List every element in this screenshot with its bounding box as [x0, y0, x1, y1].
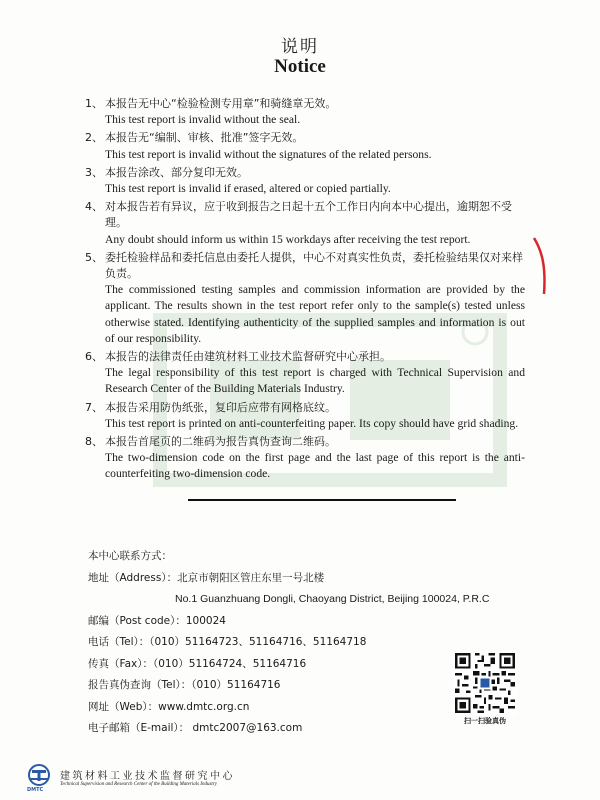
contact-block — [88, 546, 488, 740]
dmtc-logo-icon — [26, 764, 52, 786]
item-number: 1、 — [85, 97, 103, 110]
divider-line — [188, 499, 456, 501]
postcode: 邮编（Post code）：100024 — [88, 614, 226, 627]
item-text-cn: 本报告采用防伪纸张，复印后应带有网格底纹。 — [105, 400, 336, 414]
title-english: Notice — [274, 56, 326, 77]
footer-org-name-en: Technical Supervision and Research Center of the Building Materials Industry — [60, 782, 217, 787]
website-link[interactable]: 网址（Web）：www.dmtc.org.cn — [88, 700, 250, 713]
notice-item-8 — [85, 434, 525, 483]
notice-item-4 — [85, 199, 525, 248]
item-text-cn: 委托检验样品和委托信息由委托人提供，中心不对真实性负责，委托检验结果仅对来样负责。 — [105, 250, 523, 281]
footer-org-name-cn: 建筑材料工业技术监督研究中心 — [60, 771, 235, 782]
item-number: 8、 — [85, 435, 103, 449]
address-cn: 地址（Address）：北京市朝阳区管庄东里一号北楼 — [88, 571, 325, 584]
item-text-cn: 本报告涂改、部分复印无效。 — [105, 165, 248, 179]
contact-heading: 本中心联系方式： — [88, 550, 172, 562]
item-text-en: This test report is printed on anti-counterfeiting paper. Its copy should have grid shading. — [105, 416, 519, 430]
qr-code-icon[interactable] — [453, 651, 517, 715]
verify-telephone: 报告真伪查询（Tel）：（010）51164716 — [88, 679, 281, 691]
item-text-en: The commissioned testing samples and commission information are provided by the applicant. The results shown in the test report refer only to the sample(s) tested unless otherwise stated. Identifying authenticity of the supplied samples and information is out of our responsibility. — [105, 283, 525, 345]
item-number: 6、 — [85, 350, 103, 364]
item-text-cn: 本报告无中心“检验检测专用章”和骑缝章无效。 — [105, 97, 337, 110]
item-text-en: This test report is invalid if erased, altered or copied partially. — [105, 182, 391, 196]
item-text-en: The two-dimension code on the first page and the last page of this report is the anti-counterfeiting two-dimension code. — [105, 451, 525, 481]
notice-item-7 — [85, 400, 525, 432]
item-text-en: The legal responsibility of this test report is charged with Technical Supervision and Research Center of the Building Materials Industry. — [105, 366, 525, 396]
item-text-en: This test report is invalid without the signatures of the related persons. — [105, 147, 432, 161]
notice-item-3 — [85, 165, 525, 197]
qr-caption: 扫一扫验真伪 — [464, 717, 506, 725]
fax: 传真（Fax）：（010）51164724、51164716 — [88, 657, 307, 670]
email-link[interactable]: 电子邮箱（E-mail）： dmtc2007@163.com — [88, 722, 303, 734]
item-number: 4、 — [85, 200, 103, 214]
item-text-cn: 本报告无“编制、审核、批准”签字无效。 — [105, 131, 304, 145]
item-text-en: This test report is invalid without the seal. — [105, 113, 301, 127]
notice-list — [85, 96, 525, 485]
notice-item-1 — [85, 96, 525, 128]
seal-edge-mark — [532, 236, 550, 296]
item-number: 5、 — [85, 250, 103, 264]
item-text-cn: 本报告的法律责任由建筑材料工业技术监督研究中心承担。 — [105, 350, 391, 364]
item-text-cn: 本报告首尾页的二维码为报告真伪查询二维码。 — [105, 435, 336, 449]
item-text-en: Any doubt should inform us within 15 workdays after receiving the test report. — [105, 232, 471, 246]
notice-item-6 — [85, 349, 525, 398]
title-chinese: 说明 — [281, 37, 319, 57]
item-text-cn: 对本报告若有异议，应于收到报告之日起十五个工作日内向本中心提出，逾期恕不受理。 — [105, 200, 512, 230]
notice-item-2 — [85, 130, 525, 162]
item-number: 2、 — [85, 131, 103, 145]
telephone: 电话（Tel）：（010）51164723、51164716、51164718 — [88, 636, 367, 648]
notice-item-5 — [85, 250, 525, 347]
footer-logo-label: DMTC — [27, 787, 44, 793]
item-number: 7、 — [85, 400, 103, 414]
address-en: No.1 Guanzhuang Dongli, Chaoyang District, Beijing 100024, P.R.C — [175, 593, 490, 605]
item-number: 3、 — [85, 165, 103, 179]
